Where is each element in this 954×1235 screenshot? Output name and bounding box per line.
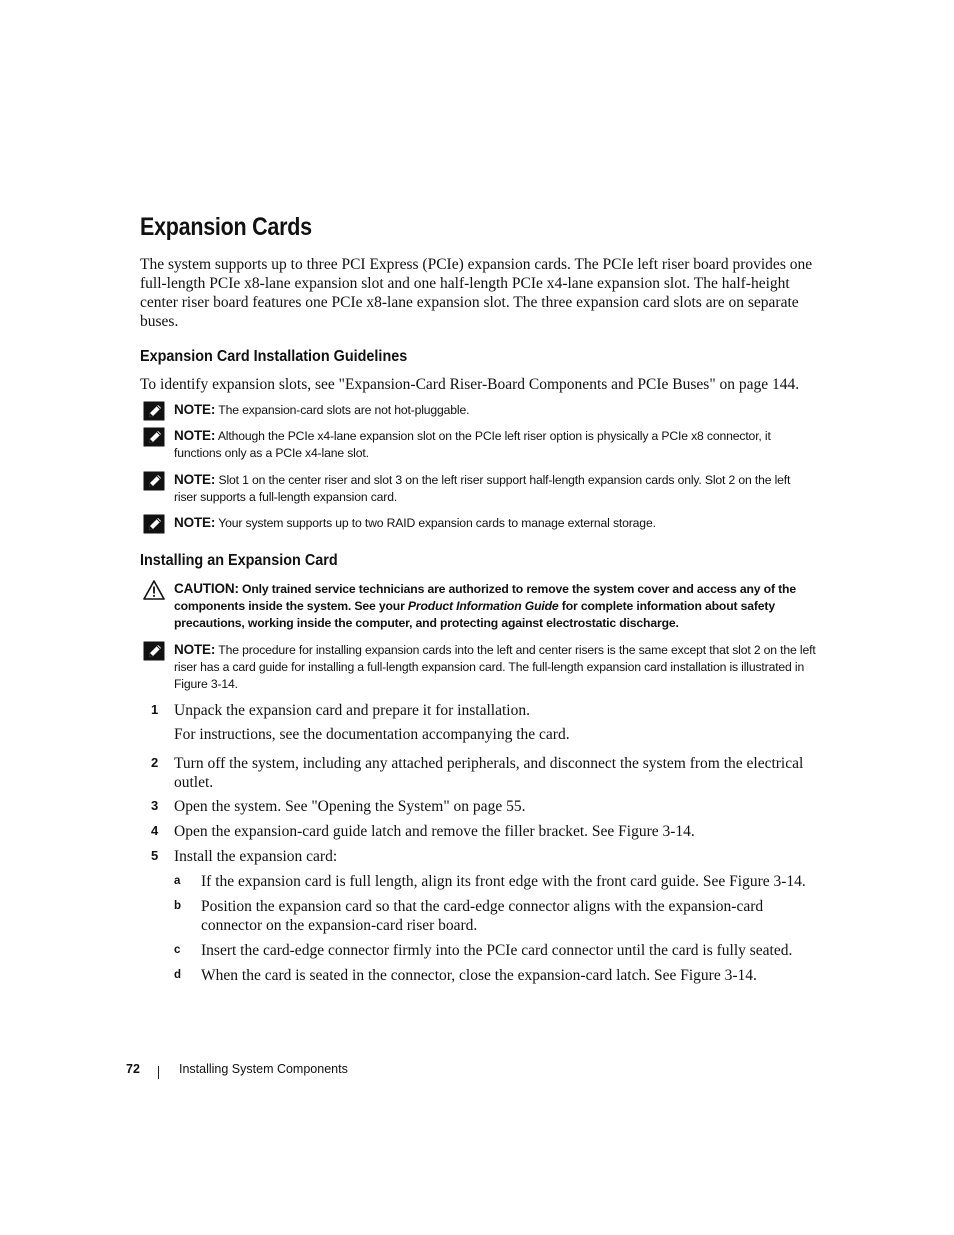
step-number: 4 [151, 823, 159, 838]
footer-divider [158, 1066, 159, 1079]
page-number: 72 [126, 1062, 140, 1076]
note-label: NOTE: [174, 515, 216, 530]
note-pencil-icon [143, 641, 165, 661]
intro-paragraph: The system supports up to three PCI Express (PCIe) expansion cards. The PCIe left riser board provides one full-length PCIe x8-lane expansion slot and one half-length PCIe x4-lane expansion slot. The half-height center riser board features one PCIe x8-lane expansion slot. The three expansion card slots are on separate buses. [140, 256, 813, 330]
note-label: NOTE: [174, 402, 216, 417]
step-detail-text: For instructions, see the documentation accompanying the card. [174, 726, 570, 743]
note-text: The expansion-card slots are not hot-pluggable. [218, 403, 470, 417]
step-text: Turn off the system, including any attached peripherals, and disconnect the system from the electrical outlet. [174, 755, 804, 791]
note-label: NOTE: [174, 472, 216, 487]
substep-letter: d [174, 969, 182, 981]
caution-text-after: for complete information about safety precautions, working inside the computer, and protecting against electrostatic discharge. [174, 599, 775, 630]
substep-letter: c [174, 944, 181, 956]
note-text: Although the PCIe x4-lane expansion slot on the PCIe left riser option is physically a PCIe x8 connector, it functions only as a PCIe x4-lane slot. [174, 429, 771, 460]
caution-guide-title: Product Information Guide [407, 599, 559, 613]
section-heading-guidelines: Expansion Card Installation Guidelines [140, 348, 408, 365]
caution-label: CAUTION: [174, 581, 239, 596]
section-heading-installing: Installing an Expansion Card [140, 552, 338, 569]
guidelines-paragraph: To identify expansion slots, see "Expansion-Card Riser-Board Components and PCIe Buses" on page 144. [140, 376, 800, 393]
note-pencil-icon [143, 471, 165, 491]
note-pencil-icon [143, 514, 165, 534]
step-number: 5 [151, 848, 159, 863]
page-title: Expansion Cards [140, 213, 312, 241]
step-number: 2 [151, 755, 159, 770]
substep-text: Insert the card-edge connector firmly into the PCIe card connector until the card is fully seated. [201, 942, 793, 959]
step-text: Open the system. See "Opening the System" on page 55. [174, 798, 526, 815]
note-label: NOTE: [174, 428, 216, 443]
note-label: NOTE: [174, 642, 216, 657]
substep-text: When the card is seated in the connector, close the expansion-card latch. See Figure 3-14. [201, 967, 757, 984]
step-text: Install the expansion card: [174, 848, 338, 865]
step-number: 3 [151, 798, 159, 813]
substep-letter: a [174, 875, 181, 887]
step-number: 1 [151, 702, 159, 717]
caution-text: Only trained service technicians are authorized to remove the system cover and access any of the components inside the system. See your [174, 582, 796, 613]
note-text: Your system supports up to two RAID expansion cards to manage external storage. [218, 516, 656, 530]
caution-triangle-icon [143, 580, 165, 600]
substep-text: If the expansion card is full length, align its front edge with the front card guide. See Figure 3-14. [201, 873, 806, 890]
substep-text: Position the expansion card so that the card-edge connector aligns with the expansion-card connector on the expansion-card riser board. [201, 898, 764, 934]
note-text: The procedure for installing expansion cards into the left and center risers is the same except that slot 2 on the left riser has a card guide for installing a full-length expansion card. The full-length expansion card installation is illustrated in Figure 3-14. [174, 643, 816, 691]
footer-chapter-title: Installing System Components [179, 1062, 348, 1076]
note-text: Slot 1 on the center riser and slot 3 on the left riser support half-length expansion cards only. Slot 2 on the left riser supports a full-length expansion card. [174, 473, 791, 504]
note-pencil-icon [143, 427, 165, 447]
step-text: Open the expansion-card guide latch and remove the filler bracket. See Figure 3-14. [174, 823, 695, 840]
substep-letter: b [174, 900, 182, 912]
step-text: Unpack the expansion card and prepare it for installation. [174, 702, 530, 719]
note-pencil-icon [143, 401, 165, 421]
